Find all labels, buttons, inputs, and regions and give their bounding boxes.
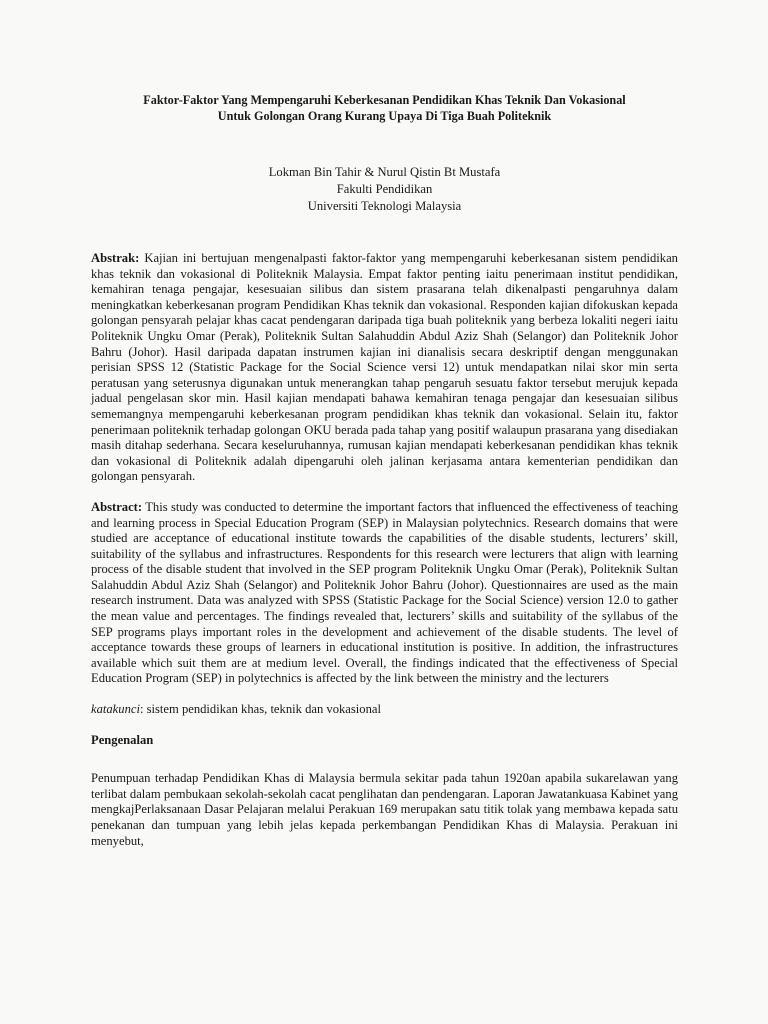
abstract-paragraph [91,500,678,687]
abstrak-label: Abstrak: [91,251,140,265]
abstract-label: Abstract: [91,499,143,514]
author-university: Universiti Teknologi Malaysia [307,199,462,213]
author-block [91,164,678,215]
author-names: Lokman Bin Tahir & Nurul Qistin Bt Mustafa [268,165,501,179]
section-paragraph: Penumpuan terhadap Pendidikan Khas di Malaysia bermula sekitar pada tahun 1920an apabila sukarelawan yang terlibat dalam pembukaan sekolah-sekolah cacat penglihatan dan pendengaran. Laporan Jawatankuasa Kabinet yang mengkajPerlaksanaan Dasar Pelajaran melalui Perakuan 169 merupakan satu titik tolak yang membawa kepada satu penekanan dan tumpuan yang lebih jelas kepada perkembangan Pendidikan Khas di Malaysia. Perakuan ini menyebut, [91,771,678,848]
keywords-label: katakunci [91,702,140,717]
paper-title-line-2: Untuk Golongan Orang Kurang Upaya Di Tiga Buah Politeknik [217,108,552,123]
keywords-line [91,702,678,718]
abstrak-paragraph [91,251,678,485]
paper-title-line-1: Faktor-Faktor Yang Mempengaruhi Keberkesanan Pendidikan Khas Teknik Dan Vokasional [143,93,626,107]
keywords-text: : sistem pendidikan khas, teknik dan vokasional [139,702,381,717]
author-faculty: Fakulti Pendidikan [336,182,433,196]
paper-title [91,93,678,124]
abstract-text: This study was conducted to determine the important factors that influenced the effectiveness of teaching and learning process in Special Education Program (SEP) in Malaysian polytechnics. Research domains that were studied are acceptance of educational institute towards the capabilities of the disable students, lecturers’ skill, suitability of the syllabus and infrastructures. Respondents for this research were lecturers that align with learning process of the disable student that involved in the SEP program Politeknik Ungku Omar (Perak), Politeknik Sultan Salahuddin Abdul Aziz Shah (Selangor) and Politeknik Johor Bahru (Johor). Questionnaires are used as the main research instrument. Data was analyzed with SPSS (Statistic Package for the Social Science) version 12.0 to gather the mean value and percentages. The findings revealed that, lecturers’ skills and suitability of the syllabus of the SEP programs plays important roles in the development and achievement of the disable students. The level of acceptance towards these groups of learners in educational institution is positive. In addition, the infrastructures available which suit them are at medium level. Overall, the findings indicated that the effectiveness of Special Education Program (SEP) in polytechnics is affected by the link between the ministry and the lecturers [91,499,679,686]
abstrak-text: Kajian ini bertujuan mengenalpasti faktor-faktor yang mempengaruhi keberkesanan sistem pendidikan khas teknik dan vokasional di Politeknik Malaysia. Empat faktor penting iaitu penerimaan institut pendidikan, kemahiran tenaga pengajar, kesesuaian silibus dan sistem prasarana telah dikenalpasti pengaruhnya dalam meningkatkan keberkesanan program Pendidikan Khas teknik dan vokasional. Responden kajian difokuskan kepada golongan pensyarah pelajar khas cacat pendengaran daripada tiga buah politeknik yang berbeza lokaliti negeri iaitu Politeknik Ungku Omar (Perak), Politeknik Sultan Salahuddin Abdul Aziz Shah (Selangor) dan Politeknik Johor Bahru (Johor). Hasil daripada dapatan instrumen kajian ini dianalisis secara deskriptif dengan menggunakan perisian SPSS 12 (Statistic Package for the Social Science versi 12) untuk mendapatkan nilai skor min serta peratusan yang seterusnya digunakan untuk menerangkan tahap pengaruh sesuatu faktor tersebut merujuk kepada jadual pengelasan skor min. Hasil kajian mendapati bahawa kemahiran tenaga pengajar dan kesesuaian silibus sememangnya mempengaruhi keberkesanan program pendidikan khas teknik dan vokasional. Selain itu, faktor penerimaan politeknik terhadap golongan OKU berada pada tahap yang positif walaupun prasarana yang disediakan masih ditahap sederhana. Secara keseluruhannya, rumusan kajian mendapati keberkesanan pendidikan khas teknik dan vokasional di Politeknik adalah dipengaruhi oleh jalinan kerjasama antara kementerian pendidikan dan golongan pensyarah. [91,251,678,484]
section-heading: Pengenalan [91,732,154,747]
